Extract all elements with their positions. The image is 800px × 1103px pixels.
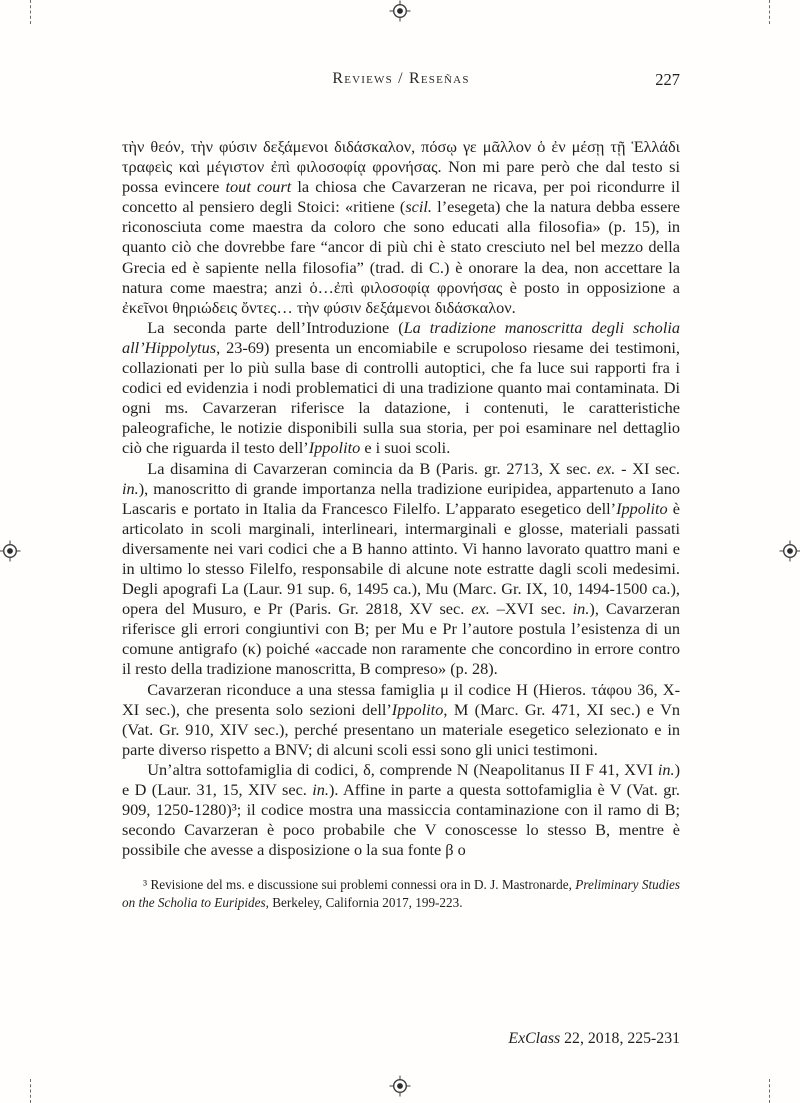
text-run: la chiosa che Cavarzeran ne ricava, per poi ricondurre il concetto al pensiero degli Stoici: «ritiene ( (122, 177, 681, 217)
text-run: , 23-69) presenta un encomiabile e scrupoloso riesame dei testimoni, collazionati per lo più sulla base di controlli autoptici, che fa luce sui rapporti fra i codici ed evidenzia i nodi problematici di una tradizione quanto mai contaminata. Di ogni ms. Cavarzeran riferisce la datazione, i contenuti, le caratteristiche paleografiche, le notizie disponibili sulla sua storia, per poi esaminare nel dettaglio ciò che riguarda il testo dell’ (122, 337, 680, 458)
text-run: in. (122, 478, 139, 498)
text-run: , Berkeley, California 2017, 199-223. (265, 894, 463, 910)
footnote (122, 876, 680, 910)
text-run: e i suoi scoli. (360, 438, 451, 458)
text-run: ) e D (Laur. 31, 15, XIV sec. (122, 759, 680, 799)
paragraph (122, 459, 680, 680)
text-run: La disamina di Cavarzeran comincia da B (Paris. gr. 2713, X sec. (147, 458, 597, 478)
text-run: ex. (471, 599, 490, 619)
text-run: ExClass (508, 1030, 561, 1047)
registration-mark-icon (779, 540, 800, 562)
paragraph (122, 318, 680, 459)
text-run: Ippolito (391, 699, 444, 719)
text-run: l’esegeta) che la natura debba essere riconosciuta come maestra da coloro che sono educati alla filosofia» (p. 15), in quanto ciò che dovrebbe fare “ancor di più chi è stato cresciuto nel bel mezzo della Grecia ed è sapiente nella filosofia” (trad. di C.) è onorare la dea, non accettare la natura come maestra; anzi ὁ…ἐπὶ φιλοσοφίᾳ φρονήσας è posto in opposizione a ἐκεῖνοι θηριώδεις ὄντες… τὴν φύσιν δεξάμενοι διδάσκαλον. (122, 197, 680, 317)
text-run: 22, 2018, 225-231 (560, 1030, 680, 1047)
paragraph (122, 760, 680, 860)
text-run: - XI sec. (615, 458, 681, 478)
text-run: –XVI sec. (489, 599, 573, 619)
text-run: ex. (596, 458, 616, 478)
text-run: Ippolito (616, 498, 668, 518)
registration-mark-icon (389, 0, 411, 22)
page-number: 227 (655, 70, 680, 89)
text-run: ), manoscritto di grande importanza nella tradizione euripidea, appartenuto a Iano Lascaris e portato in Italia da Francesco Filelfo. L’apparato esegetico dell’ (122, 478, 680, 518)
registration-mark-icon (389, 1075, 411, 1097)
registration-mark-icon (0, 540, 21, 562)
text-run: La tradizione manoscritta degli scholia all’Hippolytus (122, 317, 680, 357)
text-run: ), Cavarzeran riferisce gli errori congiuntivi con B; per Mu e Pr l’autore postula l’esistenza di un comune antigrafo (κ) poiché «accade non raramente che concordino in errore contro il resto della tradizione manoscritta, B compreso» (p. 28). (122, 599, 680, 679)
text-run: in. (312, 780, 330, 799)
crop-mark (769, 0, 770, 24)
paragraph (122, 680, 680, 760)
page-content (122, 70, 680, 911)
text-run: La seconda parte dell’Introduzione ( (147, 317, 404, 337)
text-run: Ippolito (308, 438, 361, 458)
text-run: τὴν θεόν, τὴν φύσιν δεξάμενοι διδάσκαλον, πόσῳ γε μᾶλλον ὁ ἐν μέσῃ τῇ Ἑλλάδι τραφεὶς καὶ μέγιστον ἐπὶ φιλοσοφίᾳ φρονήσας. Non mi pare però che dal testo si possa evincere (122, 137, 680, 197)
text-run: ). Affine in parte a questa sottofamiglia è V (Vat. gr. 909, 1250-1280)³; il codice mostra una massiccia contaminazione con il ramo di B; secondo Cavarzeran è poco probabile che V conoscesse lo stesso B, mentre è possibile che avesse a disposizione o la sua fonte β o (122, 780, 680, 860)
text-run: in. (657, 759, 675, 779)
crop-mark (30, 0, 31, 24)
text-run: è articolato in scoli marginali, interlineari, intermarginali e glosse, materiali passati diversamente nei vari codici che a B hanno attinto. Vi hanno lavorato quattro mani e in ultimo lo stesso Filelfo, responsabile di alcune note estratte dagli scoli medesimi. Degli apografi La (Laur. 91 sup. 6, 1495 ca.), Mu (Marc. Gr. IX, 10, 1494-1500 ca.), opera del Musuro, e Pr (Paris. Gr. 2818, XV sec. (122, 498, 681, 619)
text-run: , M (Marc. Gr. 471, XI sec.) e Vn (Vat. Gr. 910, XIV sec.), perché presentano un materiale esegetico selezionato e in parte diverso rispetto a BNV; di alcuni scoli essi sono gli unici testimoni. (122, 699, 680, 759)
running-title: Reviews / Reseñas (332, 70, 470, 87)
text-run: Cavarzeran riconduce a una stessa famiglia μ il codice H (Hieros. τάφου 36, X-XI sec.), che presenta solo sezioni dell’ (122, 679, 680, 719)
text-run: ³ Revisione del ms. e discussione sui problemi connessi ora in D. J. Mastronarde, (143, 877, 576, 893)
journal-footer (508, 1030, 680, 1048)
text-run: in. (572, 599, 590, 619)
paragraph (122, 137, 680, 318)
text-run: tout court (225, 177, 292, 197)
crop-mark (30, 1079, 31, 1103)
text-run: Un’altra sottofamiglia di codici, δ, comprende N (Neapolitanus II F 41, XVI (147, 759, 658, 779)
crop-mark (769, 1079, 770, 1103)
body-text (122, 137, 680, 860)
text-run: scil. (405, 197, 432, 217)
page-header (122, 70, 680, 90)
text-run: Preliminary Studies on the Scholia to Euripides (122, 877, 680, 910)
